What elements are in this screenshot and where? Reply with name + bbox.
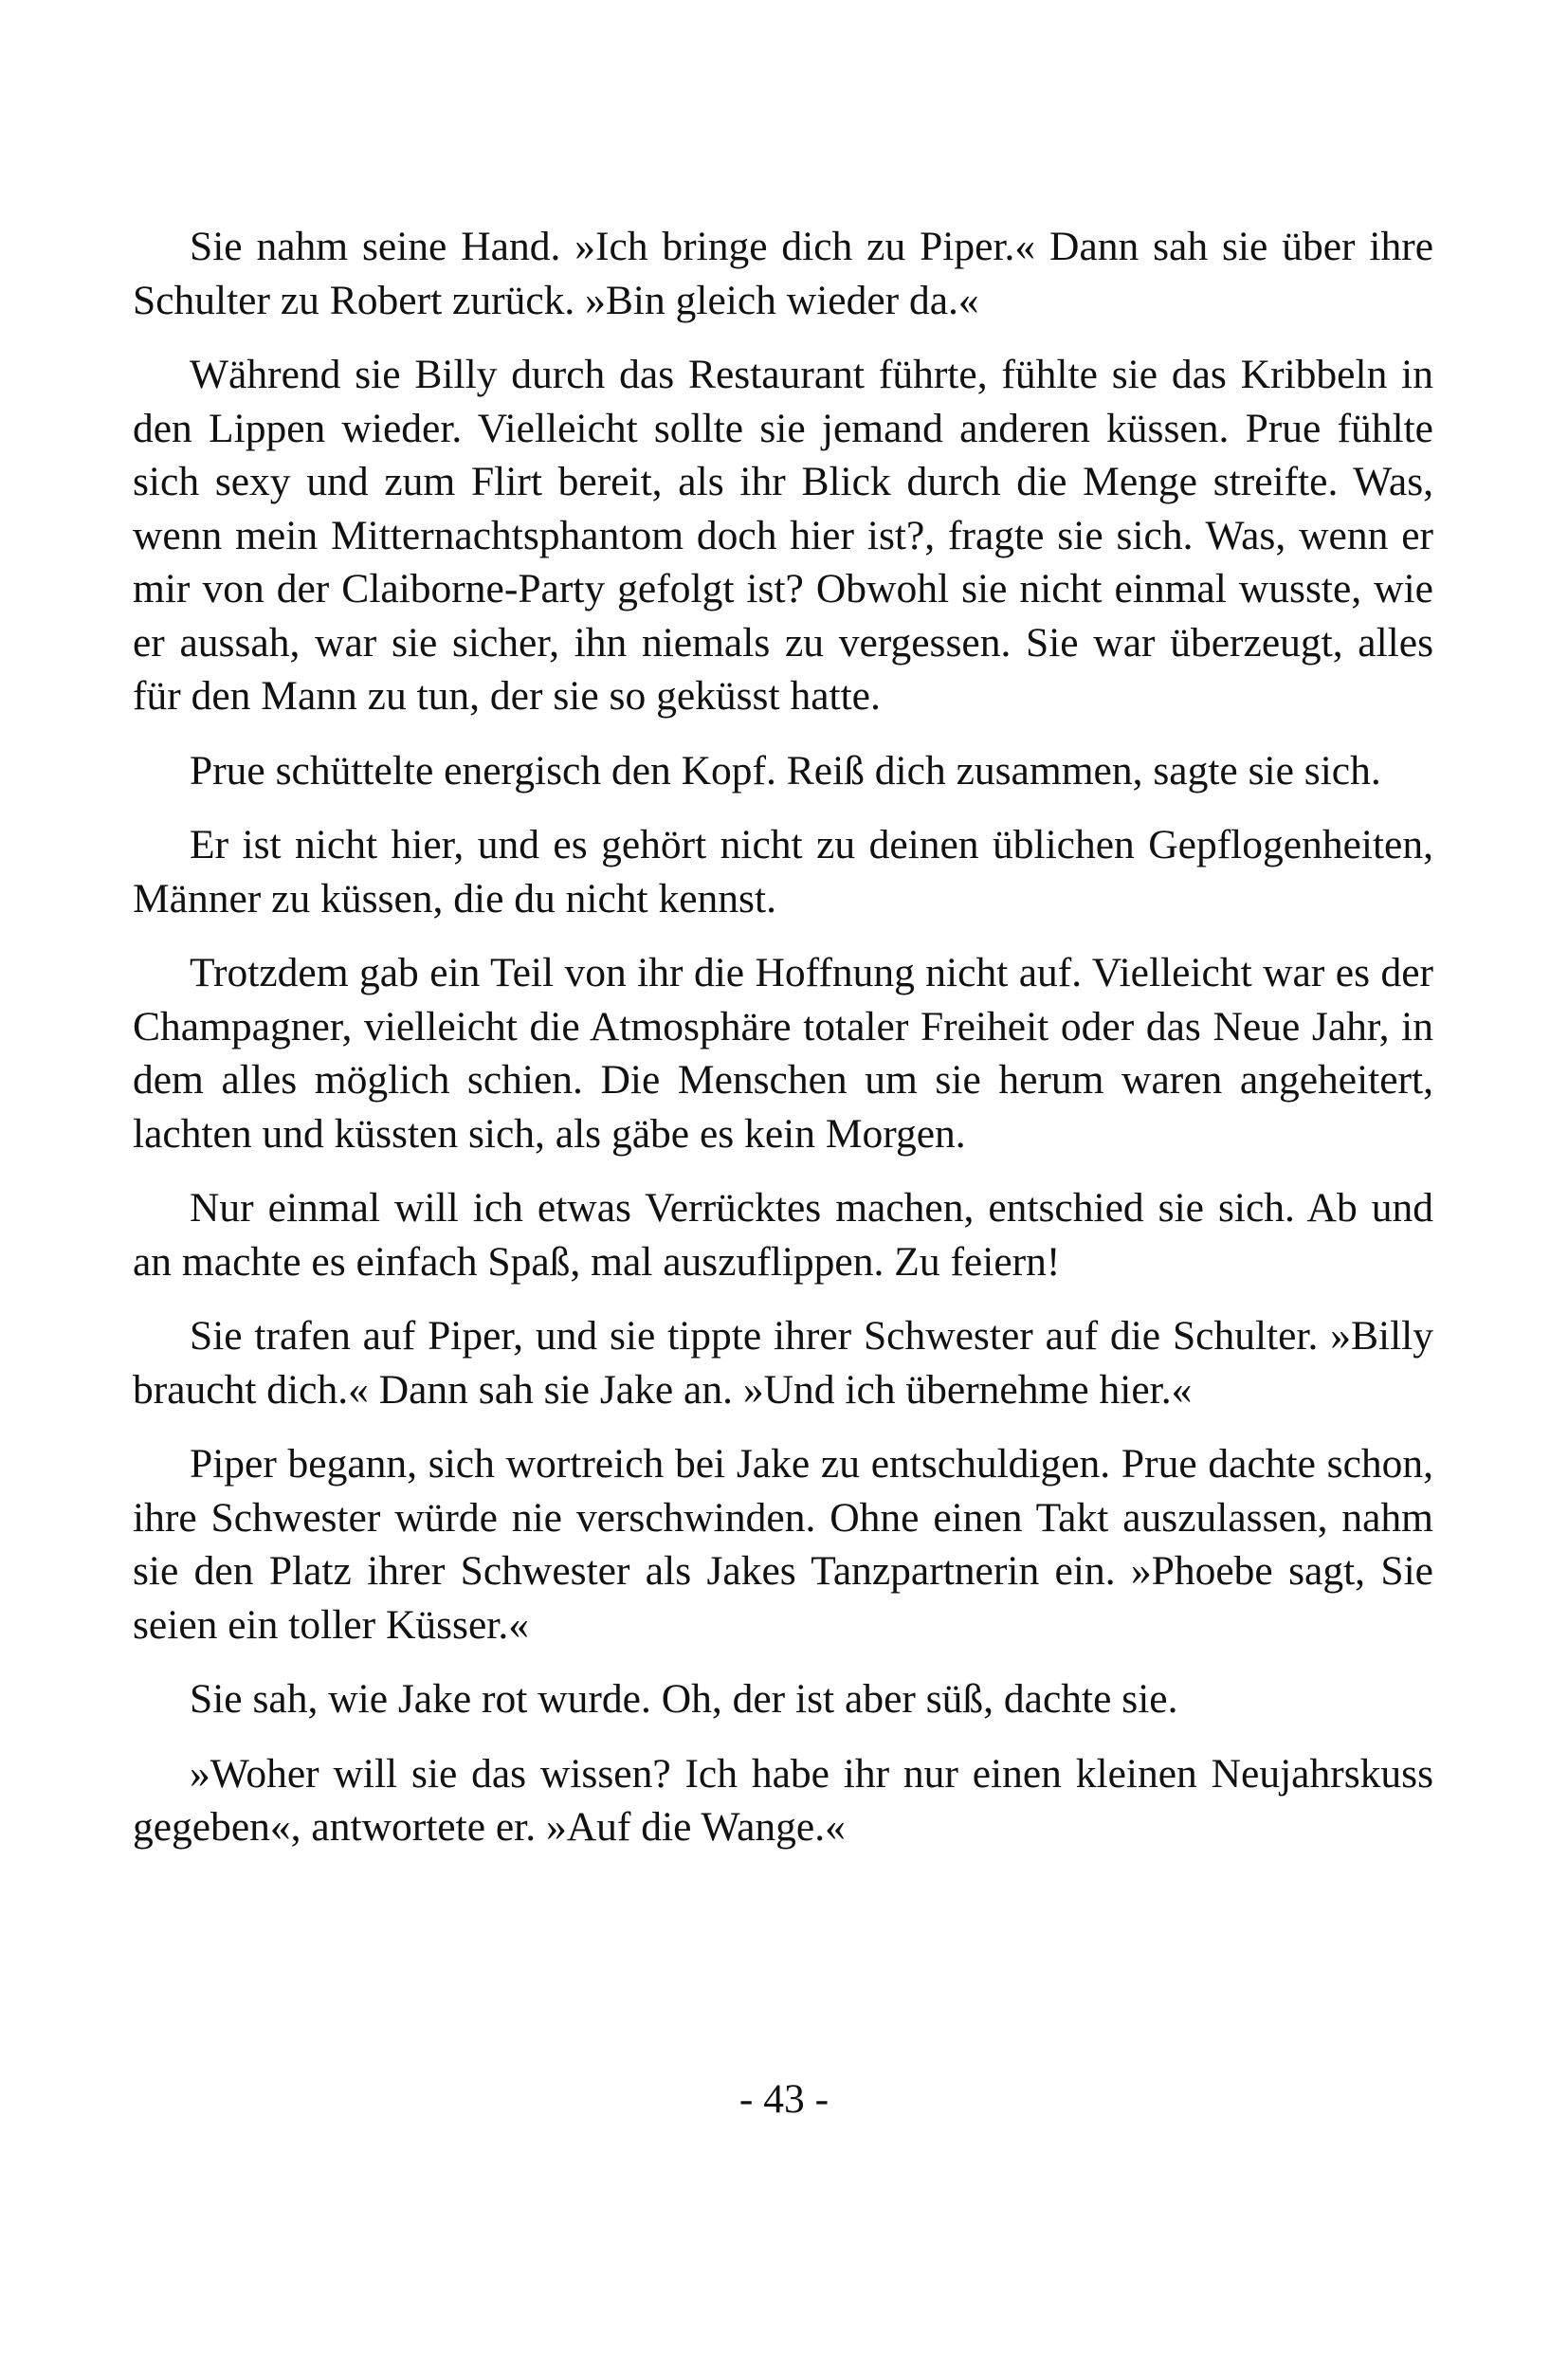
page-number: - 43 - [738, 2076, 830, 2122]
paragraph: Er ist nicht hier, und es gehört nicht zu deinen üblichen Gepflogenheiten, Männer zu küssen, die du nicht kennst. [133, 822, 1433, 922]
paragraph: »Woher will sie das wissen? Ich habe ihr nur einen kleinen Neujahrskuss gegeben«, antwortete er. »Auf die Wange.« [133, 1750, 1433, 1850]
paragraph: Nur einmal will ich etwas Verrücktes machen, entschied sie sich. Ab und an machte es einfach Spaß, mal auszuflippen. Zu feiern! [133, 1185, 1433, 1285]
paragraph: Sie sah, wie Jake rot wurde. Oh, der ist aber süß, dachte sie. [190, 1676, 1178, 1722]
paragraph: Während sie Billy durch das Restaurant führte, fühlte sie das Kribbeln in den Lippen wieder. Vielleicht sollte sie jemand anderen küssen. Prue fühlte sich sexy und zum Flirt bereit, als ihr Blick durch die Menge streifte. Was, wenn mein Mitternachtsphantom doch hier ist?, fragte sie sich. Was, wenn er mir von der Claiborne-Party gefolgt ist? Obwohl sie nicht einmal wusste, wie er aussah, war sie sicher, ihn niemals zu vergessen. Sie war überzeugt, alles für den Mann zu tun, der sie so geküsst hatte. [133, 352, 1433, 719]
paragraph: Sie nahm seine Hand. »Ich bringe dich zu Piper.« Dann sah sie über ihre Schulter zu Robert zurück. »Bin gleich wieder da.« [133, 224, 1433, 323]
paragraph: Trotzdem gab ein Teil von ihr die Hoffnung nicht auf. Vielleicht war es der Champagner, vielleicht die Atmosphäre totaler Freiheit oder das Neue Jahr, in dem alles möglich schien. Die Menschen um sie herum waren angeheitert, lachten und küssten sich, als gäbe es kein Morgen. [133, 950, 1433, 1157]
body-text [133, 220, 1433, 1875]
paragraph: Prue schüttelte energisch den Kopf. Reiß dich zusammen, sagte sie sich. [190, 747, 1381, 794]
paragraph: Piper begann, sich wortreich bei Jake zu entschuldigen. Prue dachte schon, ihre Schwester würde nie verschwinden. Ohne einen Takt auszulassen, nahm sie den Platz ihrer Schwester als Jakes Tanzpartnerin ein. »Phoebe sagt, Sie seien ein toller Küsser.« [133, 1441, 1433, 1648]
paragraph: Sie trafen auf Piper, und sie tippte ihrer Schwester auf die Schulter. »Billy braucht dich.« Dann sah sie Jake an. »Und ich übernehme hier.« [133, 1313, 1433, 1413]
